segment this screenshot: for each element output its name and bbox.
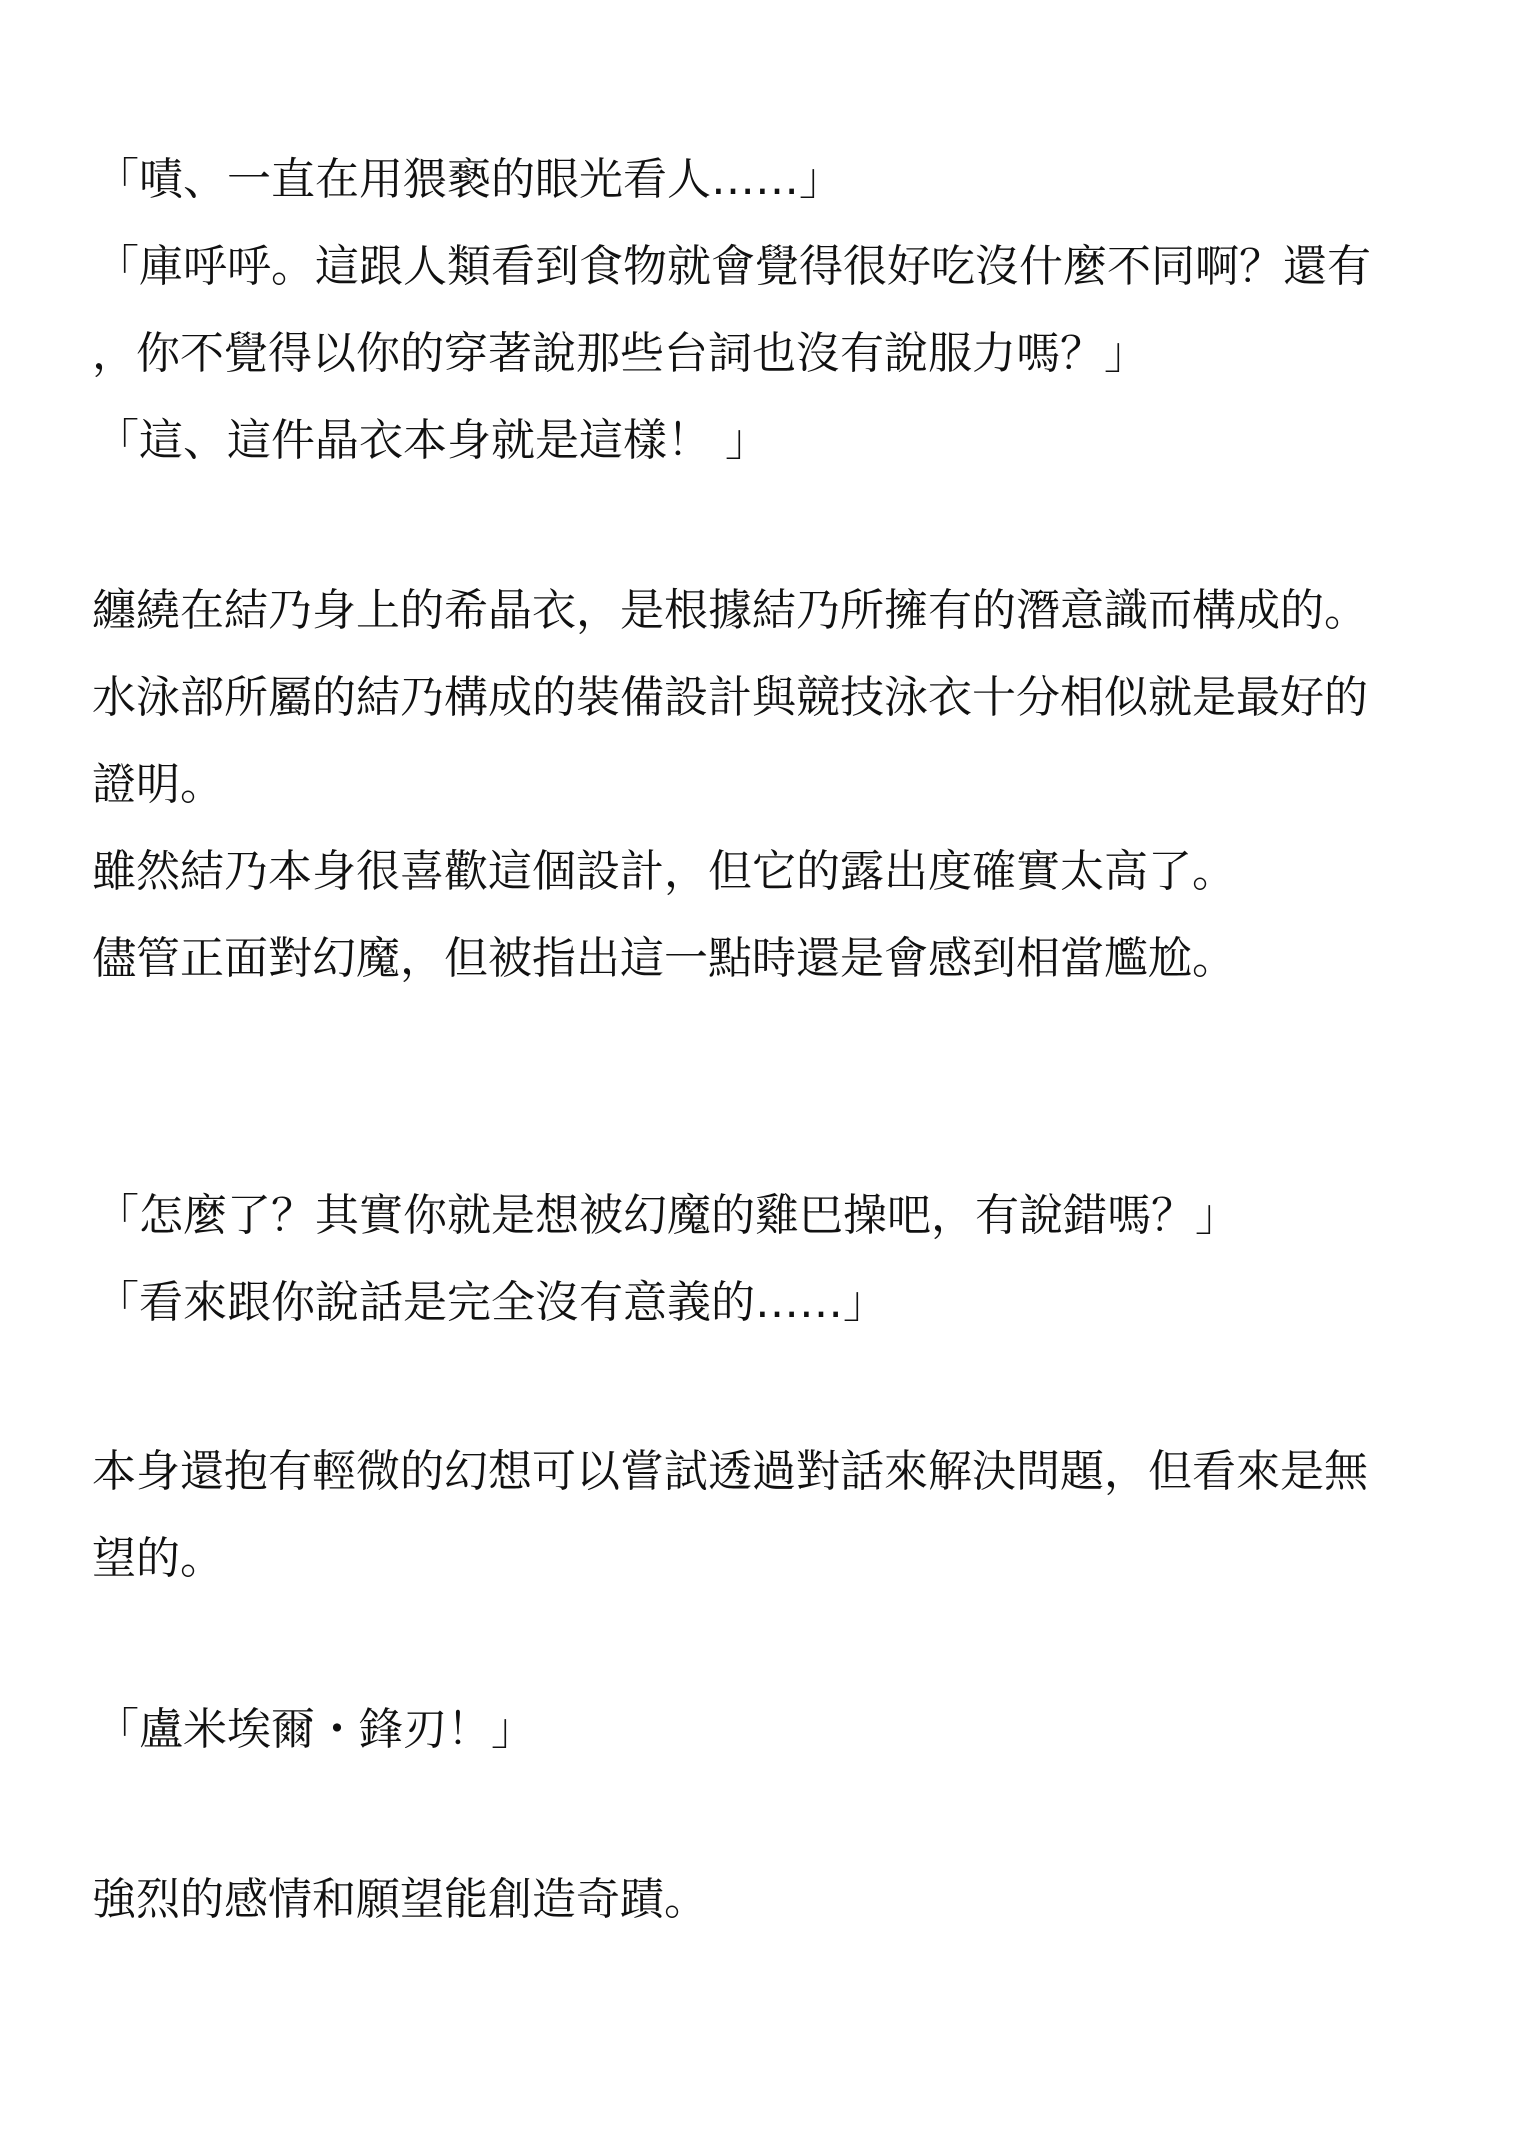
dialogue-line: 「這、這件晶衣本身就是這樣！ 」 (95, 415, 769, 466)
dialogue-line-continuation: ，你不覺得以你的穿著說那些台詞也沒有說服力嗎？」 (92, 328, 1148, 379)
dialogue-line: 「嘖、一直在用猥褻的眼光看人……」 (95, 154, 843, 205)
narration-line: 望的。 (92, 1533, 224, 1584)
narration-line: 證明。 (92, 759, 224, 810)
narration-line: 水泳部所屬的結乃構成的裝備設計與競技泳衣十分相似就是最好的 (92, 672, 1368, 723)
narration-line: 本身還抱有輕微的幻想可以嘗試透過對話來解決問題，但看來是無 (92, 1446, 1368, 1497)
narration-line: 強烈的感情和願望能創造奇蹟。 (92, 1874, 708, 1925)
dialogue-line: 「看來跟你說話是完全沒有意義的……」 (95, 1277, 887, 1328)
narration-line: 儘管正面對幻魔，但被指出這一點時還是會感到相當尷尬。 (92, 933, 1236, 984)
narration-line: 雖然結乃本身很喜歡這個設計，但它的露出度確實太高了。 (92, 846, 1236, 897)
dialogue-line: 「怎麼了？其實你就是想被幻魔的雞巴操吧，有說錯嗎？」 (95, 1190, 1239, 1241)
narration-line: 纏繞在結乃身上的希晶衣，是根據結乃所擁有的潛意識而構成的。 (92, 585, 1368, 636)
dialogue-line: 「盧米埃爾・鋒刃！」 (95, 1704, 535, 1755)
dialogue-line: 「庫呼呼。這跟人類看到食物就會覺得很好吃沒什麼不同啊？還有 (95, 241, 1371, 292)
